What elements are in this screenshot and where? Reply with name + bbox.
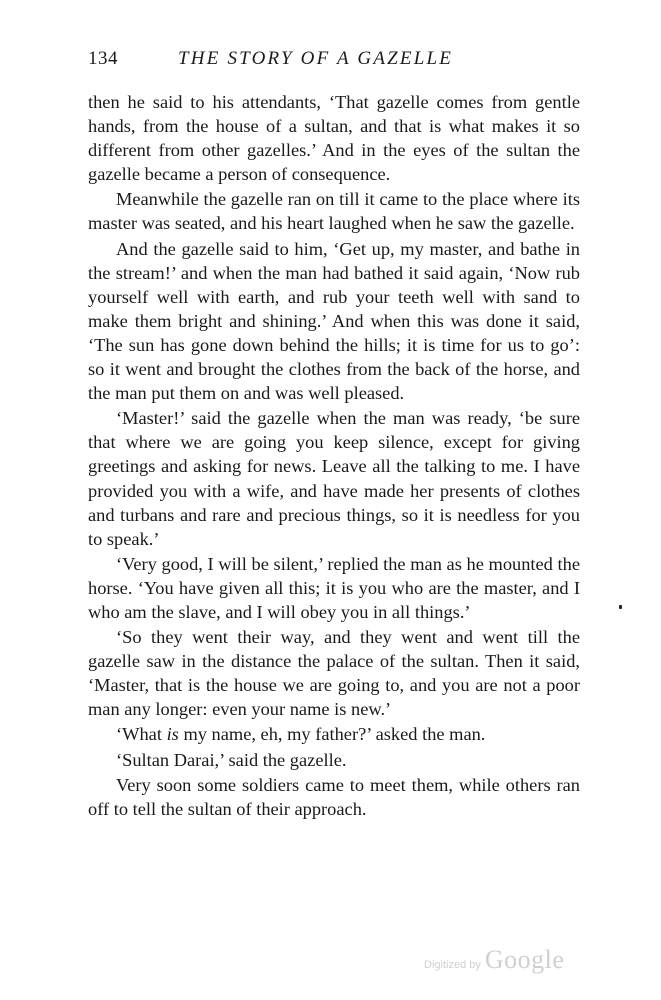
paragraph-7-start: ‘What: [116, 724, 167, 745]
paragraph-1: then he said to his attendants, ‘That gazelle comes from gentle hands, from the house of a sultan, and that is what makes it so different from other gazelles.’ And in the eyes of the sultan the gazelle became a person of consequence.: [88, 92, 580, 185]
paragraph-9: Very soon some soldiers came to meet them, while others ran off to tell the sultan of their approach.: [88, 774, 580, 819]
paragraph-7-emphasis: is: [166, 724, 179, 745]
paragraph-8: ‘Sultan Darai,’ said the gazelle.: [116, 749, 347, 770]
digitization-watermark: [424, 945, 564, 975]
running-header: [88, 48, 580, 78]
watermark-brand: Google: [484, 945, 565, 974]
paragraph-2: Meanwhile the gazelle ran on till it came to the place where its master was seated, and his heart laughed when he saw the gazelle.: [88, 189, 580, 234]
paragraph-3: And the gazelle said to him, ‘Get up, my master, and bathe in the stream!’ and when the man had bathed it said again, ‘Now rub yourself well with earth, and rub your teeth well with sand to make them bright and shining.’ And when this was done it said, ‘The sun has gone down behind the hills; it is time for us to go’: so it went and brought the clothes from the back of the horse, and the man put them on and was well pleased.: [88, 238, 580, 404]
book-page: [88, 48, 580, 821]
scan-speck: [619, 605, 622, 609]
body-text: [88, 90, 580, 821]
paragraph-7-end: my name, eh, my father?’ asked the man.: [178, 724, 486, 745]
paragraph-7: [88, 722, 580, 746]
watermark-prefix: Digitized by: [424, 959, 481, 971]
paragraph-6: ‘So they went their way, and they went and went till the gazelle saw in the distance the palace of the sultan. Then it said, ‘Master, that is the house we are going to, and you are not a poor man any longer: even your name is new.’: [88, 627, 580, 720]
page-number: 134: [88, 48, 118, 69]
paragraph-5: ‘Very good, I will be silent,’ replied the man as he mounted the horse. ‘You have given all this; it is you who are the master, and I who am the slave, and I will obey you in all things.’: [88, 553, 580, 622]
paragraph-4: ‘Master!’ said the gazelle when the man was ready, ‘be sure that where we are going you keep silence, except for giving greetings and asking for news. Leave all the talking to me. I have provided you with a wife, and have made her presents of clothes and turbans and rare and precious things, so it is needless for you to speak.’: [88, 408, 580, 549]
running-title: THE STORY OF A GAZELLE: [178, 48, 454, 69]
